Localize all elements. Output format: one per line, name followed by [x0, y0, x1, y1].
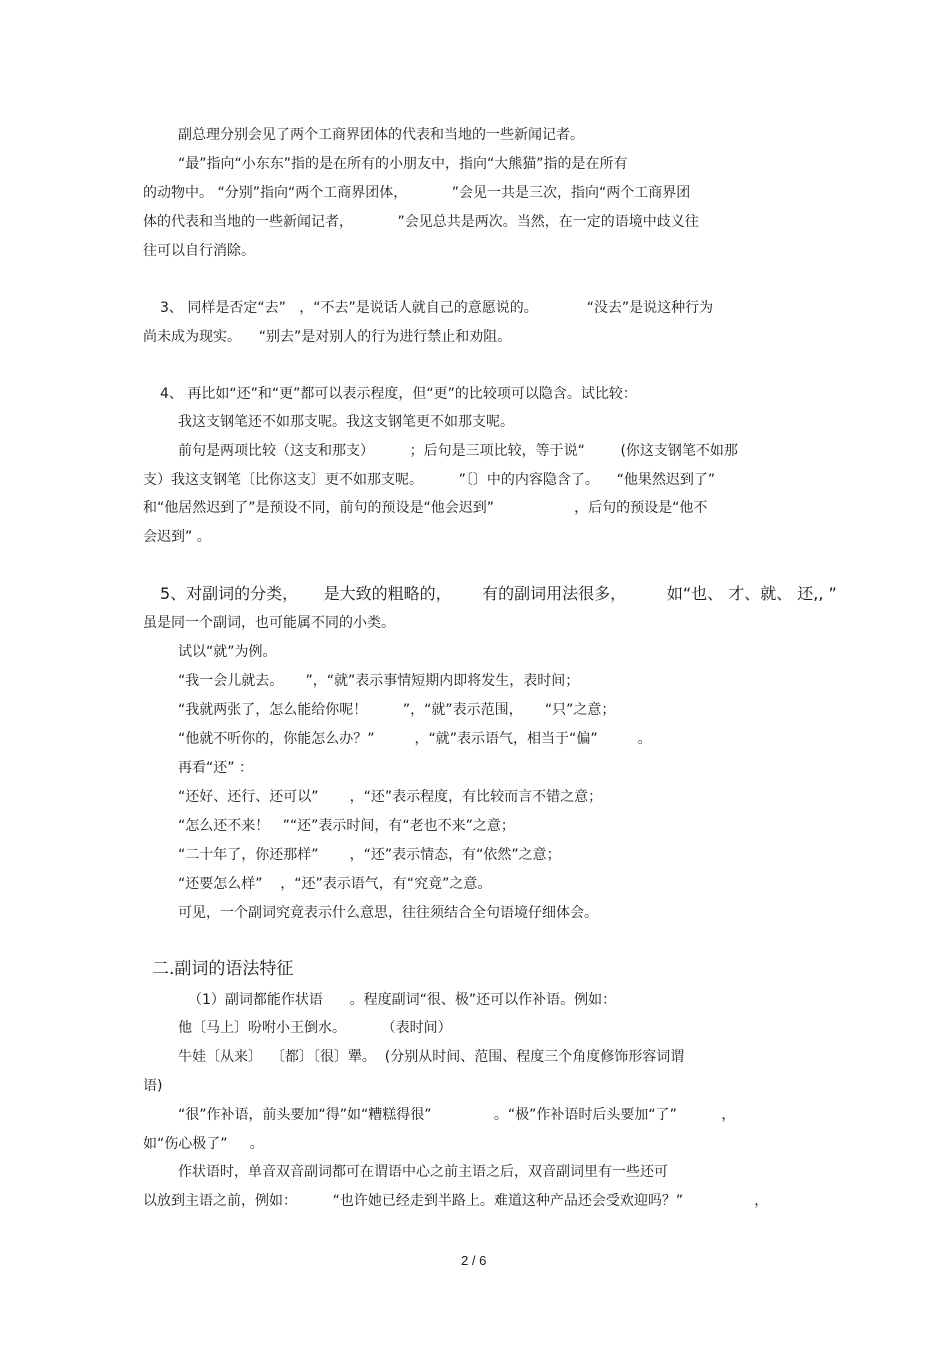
text-line: 往可以自行消除。	[143, 243, 255, 259]
text-line: 语)	[143, 1078, 163, 1094]
text-line: 支）我这支钢笔〔比你这支〕更不如那支呢。 ”〔〕中的内容隐含了。 “他果然迟到了”	[143, 472, 716, 488]
text-line: 试以“就”为例。	[178, 644, 277, 660]
text-line: “最”指向“小东东”指的是在所有的小朋友中，指向“大熊猫”指的是在所有	[178, 156, 628, 172]
text-line: 如“伤心极了” 。	[143, 1136, 264, 1152]
text-line: 5、对副词的分类， 是大致的粗略的， 有的副词用法很多， 如“也、 才、就、 还,, ”	[160, 584, 837, 603]
text-line: 会迟到” 。	[143, 529, 211, 545]
text-line: 体的代表和当地的一些新闻记者， ”会见总共是两次。当然，在一定的语境中歧义往	[143, 214, 699, 230]
text-line: “我一会儿就去。 ”，“就”表示事情短期内即将发生，表时间；	[178, 673, 580, 689]
text-line: “还要怎么样” ，“还”表示语气，有“究竟”之意。	[178, 876, 492, 892]
text-line: 4、 再比如“还”和“更”都可以表示程度，但“更”的比较项可以隐含。试比较：	[160, 386, 637, 402]
text-line: 前句是两项比较（这支和那支） ；后句是三项比较，等于说“ (你这支钢笔不如那	[178, 443, 738, 459]
text-line: 他〔马上〕吩咐小王倒水。 （表时间）	[178, 1020, 452, 1036]
text-line: “我就两张了，怎么能给你呢！ ”，“就”表示范围， “只”之意；	[178, 702, 616, 718]
text-line: 的动物中。 “分别”指向“两个工商界团体， ”会见一共是三次，指向“两个工商界团	[143, 185, 691, 201]
section-heading: 二.副词的语法特征	[152, 959, 294, 979]
text-line: 可见，一个副词究竟表示什么意思，往往须结合全句语境仔细体会。	[178, 905, 598, 921]
text-line: “很”作补语，前头要加“得”如“糟糕得很” 。“极”作补语时后头要加“了” ，	[178, 1107, 736, 1123]
text-line: “还好、还行、还可以” ，“还”表示程度，有比较而言不错之意；	[178, 789, 603, 805]
text-line: “他就不听你的，你能怎么办？” ，“就”表示语气，相当于“偏” 。	[178, 731, 652, 747]
text-line: 作状语时，单音双音副词都可在谓语中心之前主语之后，双音副词里有一些还可	[178, 1164, 668, 1180]
text-line: 3、 同样是否定“去” ，“不去”是说话人就自己的意愿说的。 “没去”是说这种行为	[160, 300, 714, 316]
text-line: 尚未成为现实。 “别去”是对别人的行为进行禁止和劝阻。	[143, 329, 512, 345]
text-line: “怎么还不来！ ”“还”表示时间，有“老也不来”之意；	[178, 818, 515, 834]
text-line: （1）副词都能作状语 。程度副词“很、极”还可以作补语。例如：	[188, 992, 617, 1008]
text-line: 牛娃〔从来〕 〔都〕〔很〕犟。 (分别从时间、范围、程度三个角度修饰形容词谓	[178, 1049, 685, 1065]
text-line: 再看“还” ：	[178, 760, 253, 776]
text-line: “二十年了，你还那样” ，“还”表示情态，有“依然”之意；	[178, 847, 561, 863]
text-line: 虽是同一个副词，也可能属不同的小类。	[143, 615, 395, 631]
text-line: 我这支钢笔还不如那支呢。我这支钢笔更不如那支呢。	[178, 414, 514, 430]
text-line: 以放到主语之前，例如： “也许她已经走到半路上。难道这种产品还会受欢迎吗？” ，	[143, 1193, 769, 1209]
text-line: 和“他居然迟到了”是预设不同，前句的预设是“他会迟到” ，后句的预设是“他不	[143, 500, 708, 516]
text-line: 副总理分别会见了两个工商界团体的代表和当地的一些新闻记者。	[178, 127, 584, 143]
page-number: 2 / 6	[461, 1253, 487, 1268]
